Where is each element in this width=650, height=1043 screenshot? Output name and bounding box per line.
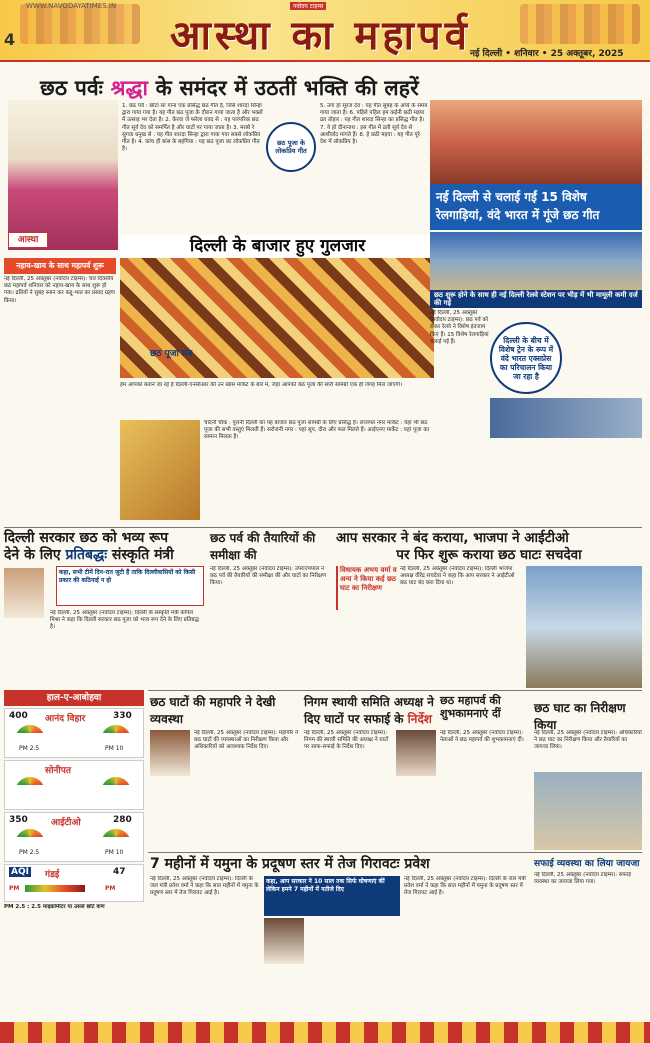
aqi-row: AQI गंडई 47 PM PM: [4, 864, 144, 902]
section-title: आस्था का महापर्व: [170, 12, 471, 59]
bazaar-headline: दिल्ली के बाजार हुए गुलजार: [120, 235, 435, 257]
songs-list-left: 1. छठ पर्व : छोटा सा गाना एक प्रसिद्ध छठ गीत है, जिसे शारदा सिन्हा द्वारा गाया गया है। यह गीत छठ पूजा के दौरान गाया जाता है और भक्तों में उत्साह भर देता है। 2. केरवा जे फरेला घवद से : यह पारंपरिक छठ गीत सूर्य देव को समर्पित है और घाटों पर गाया जाता है। 3. मरबो रे सुगवा धनुख से : यह गीत शारदा सिन्हा द्वारा गाया गया सबसे लोकप्रिय गीत है। 4. कांच ही बांस के बहंगिया : यह छठ पूजा का लोकप्रिय गीत है।: [122, 103, 263, 153]
decorative-art-left: [20, 4, 140, 44]
gauge-icon: [15, 777, 45, 793]
nahay-khay-bar: नहाय-खाय के साथ महापर्व शुरू: [4, 258, 116, 274]
station-ticker: छठ शुरू होने के साथ ही नई दिल्ली रेलवे स्टेशन पर भीड़ में भी मामूली कमी दर्ज की गई: [430, 290, 642, 308]
page-number: 4: [4, 30, 16, 49]
lead-headline: छठ पर्वः श्रद्धा के समंदर में उठतीं भक्ति की लहरें: [40, 76, 419, 100]
station-photo: [430, 232, 642, 290]
aqi-row: 350 आईटीओ 280 PM 2.5 PM 10: [4, 812, 144, 862]
chairperson-photo: [396, 730, 436, 776]
gauge-icon: [101, 777, 131, 793]
greetings-headline: छठ महापर्व की शुभकामनाएं दीं: [440, 694, 501, 720]
aqi-scale: [25, 885, 85, 892]
gauge-icon: [101, 829, 131, 845]
divider: [148, 690, 642, 691]
market-stalls-photo: [120, 258, 434, 378]
ghat-photo: [526, 566, 642, 688]
gauge-icon: [15, 829, 45, 845]
footer-decoration: [0, 1022, 650, 1043]
markets-list: चांदनी चौक : पुरानी दिल्ली का यह बाजार छठ पूजा सामग्री के लिए प्रसिद्ध है। लाजपत नगर मार्केट : यहां भी छठ पूजा की सभी वस्तुएं मिलती हैं। सरोजनी नगर : यहां सूप, दौरा और फल मिलते हैं। आईएनए मार्केट : यहां पूजा का सामान मिलता है।: [204, 420, 429, 441]
train-photo: [490, 398, 642, 438]
mayor-photo: [150, 730, 190, 776]
devotees-photo: [430, 100, 642, 184]
gauge-icon: [15, 725, 45, 741]
minister-photo: [4, 568, 44, 618]
bazaar-text: हम आपको बताने जा रहे हैं दिल्ली-एनसीआर की उन खास मार्केट के बारे में, जहां आपको छठ पूजा की सारी सामग्री एक ही जगह मिल जाएगी।: [120, 382, 403, 388]
pm-note: PM 2.5 : 2.5 माइक्रोमीटर या उससे छोटे कण: [4, 904, 105, 910]
woman-devotee-photo: [8, 100, 118, 250]
inspection-headline: छठ घाट का निरीक्षण किया: [534, 701, 626, 732]
gauge-icon: [101, 725, 131, 741]
review-headline: छठ पर्व की तैयारियों की समीक्षा की: [210, 531, 316, 562]
culture-minister-text: नई दिल्ली, 25 अक्तूबर (नवोदय टाइम्स): दिल्ली के संस्कृति मंत्री कपिल मिश्रा ने कहा कि दिल्ली सरकार छठ पूजा को भव्य रूप देने के लिए प्रतिबद्ध है।: [50, 610, 199, 631]
date-line: नई दिल्ली • शनिवार • 25 अक्तूबर, 2025: [470, 49, 624, 59]
inspection-photo: [534, 772, 642, 850]
committee-text: नई दिल्ली, 25 अक्तूबर (नवोदय टाइम्स): निगम की स्थायी समिति की अध्यक्ष ने घाटों पर साफ-सफाई के निर्देश दिए।: [304, 730, 389, 751]
aastha-tag: आस्था: [8, 232, 48, 248]
yamuna-text-left: नई दिल्ली, 25 अक्तूबर (नवोदय टाइम्स): दिल्ली के जल मंत्री प्रवेश वर्मा ने कहा कि सात महीनों में यमुना के प्रदूषण स्तर में तेज गिरावट आई है।: [150, 876, 259, 897]
minister-photo: [264, 918, 304, 964]
decorative-art-right: [520, 4, 640, 44]
mayor-text: नई दिल्ली, 25 अक्तूबर (नवोदय टाइम्स): महापौर ने छठ घाटों की व्यवस्थाओं का निरीक्षण किया और अधिकारियों को आवश्यक निर्देश दिए।: [194, 730, 299, 751]
ito-ghat-subhead: विधायक अभय वर्मा व अन्य ने किया कई छठ घाट का निरीक्षण: [336, 566, 398, 610]
brand-badge: नवोदय टाइम्स: [290, 2, 326, 10]
aqi-title: हाल-ए-आबोहवा: [4, 690, 144, 706]
chhath-mantra-heading: छठ पूजा मंत्र: [150, 349, 193, 359]
ito-ghat-headline: आप सरकार ने बंद कराया, भाजपा ने आईटीओ पर फिर शुरू कराया छठ घाटः सचदेवा: [336, 530, 582, 563]
ito-ghat-text: नई दिल्ली, 25 अक्तूबर (नवोदय टाइम्स): दिल्ली भाजपा अध्यक्ष वीरेंद्र सचदेवा ने कहा कि आप सरकार ने आईटीओ छठ घाट बंद करा दिया था।: [400, 566, 515, 587]
minister-quote: कहा, सभी टीमें दिन-रात जुटी हैं ताकि दिल्लीवासियों को किसी प्रकार की कठिनाई न हो: [56, 566, 204, 606]
site-label: WWW.NAVODAYATIMES.IN: [26, 2, 117, 10]
cleanliness-headline: सफाई व्यवस्था का लिया जायजा: [534, 859, 640, 869]
review-text: नई दिल्ली, 25 अक्तूबर (नवोदय टाइम्स): उपराज्यपाल ने छठ पर्व की तैयारियों की समीक्षा की और घाटों का निरीक्षण किया।: [210, 566, 326, 587]
puja-items-photo: [120, 420, 200, 520]
nahay-khay-text: नई दिल्ली, 25 अक्तूबर (नवोदय टाइम्स): चार दिवसीय छठ महापर्व शनिवार को नहाय-खाय के साथ शुरू हो गया। व्रतियों ने सुबह स्नान कर कद्दू-भात का प्रसाद ग्रहण किया।: [4, 276, 115, 304]
greetings-text: नई दिल्ली, 25 अक्तूबर (नवोदय टाइम्स): नेताओं ने छठ महापर्व की शुभकामनाएं दीं।: [440, 730, 524, 744]
yamuna-headline: 7 महीनों में यमुना के प्रदूषण स्तर में तेज गिरावटः प्रवेश: [150, 856, 430, 872]
yamuna-quote: कहा, आप सरकार ने 10 साल तक सिर्फ घोषणाएं कीं लेकिन हमने 7 महीनों में नतीजे दिए: [264, 876, 400, 916]
yamuna-text-right: नई दिल्ली, 25 अक्तूबर (नवोदय टाइम्स): दिल्ली के जल मंत्री प्रवेश वर्मा ने कहा कि सात महीनों में यमुना के प्रदूषण स्तर में तेज गिरावट आई है।: [404, 876, 526, 897]
inspection-text: नई दिल्ली, 25 अक्तूबर (नवोदय टाइम्स): अधिकारियों ने छठ घाट का निरीक्षण किया और तैयारियों का जायजा लिया।: [534, 730, 642, 751]
divider: [148, 852, 642, 853]
divider: [4, 527, 642, 528]
masthead: [0, 0, 650, 62]
aqi-row: सोनीपत: [4, 760, 144, 810]
songs-list-right: 5. उगा हो सूरज देव : यह गीत सुबह के अर्घ्य के समय गाया जाता है। 6. पहिले पहिल हम कईनी छठी मइया व्रत तोहार : यह गीत शारदा सिन्हा का प्रसिद्ध गीत है। 7. ये हो दीनानाथ : इस गीत में व्रती सूर्य देव से आशीर्वाद मांगते हैं। 8. हे छठी मइया : यह गीत पूरे देश में लोकप्रिय है।: [320, 103, 428, 146]
mayor-headline: छठ घाटों की महापरि ने देखी व्यवस्था: [150, 695, 276, 726]
songs-circle: छठ पूजा के लोकप्रिय गीत: [266, 122, 316, 172]
vande-bharat-circle: दिल्ली के बीच में विशेष ट्रेन के रूप में वंदे भारत एक्सप्रेस का परिचालन किया जा रहा है: [490, 322, 562, 394]
committee-headline: निगम स्थायी समिति अध्यक्ष ने दिए घाटों पर सफाई के निर्देश: [304, 695, 434, 726]
aqi-row: 400 आनंद विहार 330 PM 2.5 PM 10: [4, 708, 144, 758]
station-text: नई दिल्ली, 25 अक्तूबर (नवोदय टाइम्स): छठ पर्व को लेकर रेलवे ने विशेष इंतजाम किए हैं। 15 विशेष रेलगाड़ियां चलाई गई हैं।: [430, 310, 489, 345]
trains-headline: नई दिल्ली से चलाई गईं 15 विशेष रेलगाड़ियां, वंदे भारत में गूंजे छठ गीत: [430, 184, 642, 230]
cleanliness-text: नई दिल्ली, 25 अक्तूबर (नवोदय टाइम्स): सफाई व्यवस्था का जायजा लिया गया।: [534, 872, 631, 886]
culture-minister-headline: दिल्ली सरकार छठ को भव्य रूप देने के लिए प्रतिबद्धः संस्कृति मंत्री: [4, 530, 174, 563]
